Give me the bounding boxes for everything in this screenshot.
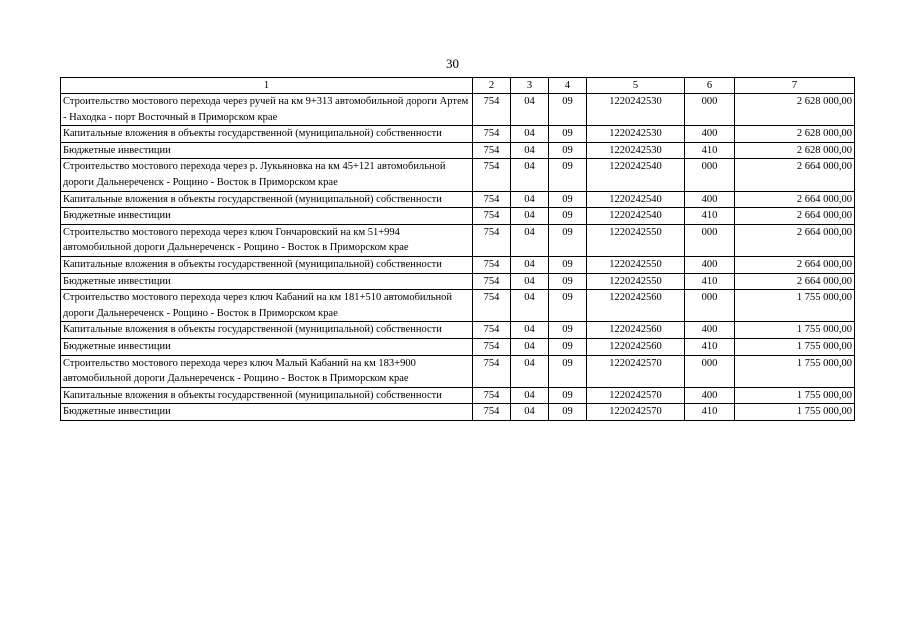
column-header: 4 (549, 78, 587, 94)
amount-cell: 2 664 000,00 (735, 256, 855, 273)
expense-type-cell: 410 (685, 142, 735, 159)
target-article-cell: 1220242530 (587, 94, 685, 126)
amount-cell: 1 755 000,00 (735, 355, 855, 387)
column-header: 3 (511, 78, 549, 94)
row-name-cell: Строительство мостового перехода через р. Лукьяновка на км 45+121 автомобильной дороги Дальнереченск - Рощино - Восток в Приморском крае (61, 159, 473, 191)
expense-type-cell: 410 (685, 404, 735, 421)
subsection-code-cell: 09 (549, 404, 587, 421)
subsection-code-cell: 09 (549, 322, 587, 339)
ministry-code-cell: 754 (473, 159, 511, 191)
subsection-code-cell: 09 (549, 126, 587, 143)
table-row (61, 208, 855, 225)
subsection-code-cell: 09 (549, 224, 587, 256)
expense-type-cell: 410 (685, 208, 735, 225)
row-name-cell: Капитальные вложения в объекты государственной (муниципальной) собственности (61, 256, 473, 273)
section-code-cell: 04 (511, 322, 549, 339)
table-row (61, 404, 855, 421)
table-row (61, 224, 855, 256)
section-code-cell: 04 (511, 191, 549, 208)
column-header: 7 (735, 78, 855, 94)
table-row (61, 387, 855, 404)
target-article-cell: 1220242560 (587, 322, 685, 339)
expense-type-cell: 000 (685, 224, 735, 256)
subsection-code-cell: 09 (549, 191, 587, 208)
target-article-cell: 1220242550 (587, 273, 685, 290)
table-row (61, 355, 855, 387)
amount-cell: 1 755 000,00 (735, 387, 855, 404)
amount-cell: 2 628 000,00 (735, 126, 855, 143)
amount-cell: 1 755 000,00 (735, 338, 855, 355)
target-article-cell: 1220242570 (587, 387, 685, 404)
subsection-code-cell: 09 (549, 159, 587, 191)
budget-table (60, 77, 855, 421)
row-name-cell: Бюджетные инвестиции (61, 404, 473, 421)
row-name-cell: Капитальные вложения в объекты государственной (муниципальной) собственности (61, 387, 473, 404)
expense-type-cell: 000 (685, 290, 735, 322)
expense-type-cell: 400 (685, 126, 735, 143)
ministry-code-cell: 754 (473, 290, 511, 322)
row-name-cell: Бюджетные инвестиции (61, 273, 473, 290)
table-row (61, 338, 855, 355)
page-number: 30 (446, 56, 459, 71)
row-name-cell: Бюджетные инвестиции (61, 208, 473, 225)
amount-cell: 2 664 000,00 (735, 159, 855, 191)
ministry-code-cell: 754 (473, 404, 511, 421)
target-article-cell: 1220242570 (587, 404, 685, 421)
amount-cell: 2 664 000,00 (735, 208, 855, 225)
table-row (61, 191, 855, 208)
amount-cell: 2 664 000,00 (735, 273, 855, 290)
section-code-cell: 04 (511, 355, 549, 387)
section-code-cell: 04 (511, 387, 549, 404)
table-row (61, 322, 855, 339)
ministry-code-cell: 754 (473, 142, 511, 159)
row-name-cell: Капитальные вложения в объекты государственной (муниципальной) собственности (61, 322, 473, 339)
table-row (61, 290, 855, 322)
row-name-cell: Бюджетные инвестиции (61, 142, 473, 159)
section-code-cell: 04 (511, 273, 549, 290)
ministry-code-cell: 754 (473, 338, 511, 355)
expense-type-cell: 400 (685, 322, 735, 339)
target-article-cell: 1220242540 (587, 208, 685, 225)
expense-type-cell: 000 (685, 159, 735, 191)
column-header: 2 (473, 78, 511, 94)
target-article-cell: 1220242550 (587, 224, 685, 256)
expense-type-cell: 410 (685, 338, 735, 355)
expense-type-cell: 400 (685, 387, 735, 404)
column-header: 1 (61, 78, 473, 94)
row-name-cell: Строительство мостового перехода через ручей на км 9+313 автомобильной дороги Артем - Находка - порт Восточный в Приморском крае (61, 94, 473, 126)
table-row (61, 273, 855, 290)
section-code-cell: 04 (511, 159, 549, 191)
row-name-cell: Строительство мостового перехода через ключ Кабаний на км 181+510 автомобильной дороги Дальнереченск - Рощино - Восток в Приморском крае (61, 290, 473, 322)
ministry-code-cell: 754 (473, 126, 511, 143)
column-header: 6 (685, 78, 735, 94)
expense-type-cell: 000 (685, 94, 735, 126)
expense-type-cell: 000 (685, 355, 735, 387)
table-row (61, 142, 855, 159)
target-article-cell: 1220242550 (587, 256, 685, 273)
amount-cell: 1 755 000,00 (735, 404, 855, 421)
subsection-code-cell: 09 (549, 208, 587, 225)
target-article-cell: 1220242530 (587, 142, 685, 159)
subsection-code-cell: 09 (549, 355, 587, 387)
section-code-cell: 04 (511, 224, 549, 256)
section-code-cell: 04 (511, 142, 549, 159)
expense-type-cell: 400 (685, 191, 735, 208)
amount-cell: 1 755 000,00 (735, 322, 855, 339)
amount-cell: 2 664 000,00 (735, 224, 855, 256)
column-header: 5 (587, 78, 685, 94)
expense-type-cell: 400 (685, 256, 735, 273)
section-code-cell: 04 (511, 256, 549, 273)
subsection-code-cell: 09 (549, 94, 587, 126)
target-article-cell: 1220242530 (587, 126, 685, 143)
ministry-code-cell: 754 (473, 387, 511, 404)
amount-cell: 2 628 000,00 (735, 94, 855, 126)
table-row (61, 126, 855, 143)
section-code-cell: 04 (511, 208, 549, 225)
section-code-cell: 04 (511, 94, 549, 126)
table-row (61, 159, 855, 191)
target-article-cell: 1220242560 (587, 338, 685, 355)
ministry-code-cell: 754 (473, 224, 511, 256)
ministry-code-cell: 754 (473, 355, 511, 387)
row-name-cell: Строительство мостового перехода через ключ Малый Кабаний на км 183+900 автомобильной дороги Дальнереченск - Рощино - Восток в Приморском крае (61, 355, 473, 387)
subsection-code-cell: 09 (549, 338, 587, 355)
row-name-cell: Капитальные вложения в объекты государственной (муниципальной) собственности (61, 191, 473, 208)
subsection-code-cell: 09 (549, 387, 587, 404)
ministry-code-cell: 754 (473, 94, 511, 126)
ministry-code-cell: 754 (473, 191, 511, 208)
target-article-cell: 1220242540 (587, 191, 685, 208)
ministry-code-cell: 754 (473, 208, 511, 225)
row-name-cell: Капитальные вложения в объекты государственной (муниципальной) собственности (61, 126, 473, 143)
target-article-cell: 1220242570 (587, 355, 685, 387)
row-name-cell: Строительство мостового перехода через ключ Гончаровский на км 51+994 автомобильной дороги Дальнереченск - Рощино - Восток в Приморском крае (61, 224, 473, 256)
header-row (61, 78, 855, 94)
amount-cell: 2 628 000,00 (735, 142, 855, 159)
subsection-code-cell: 09 (549, 273, 587, 290)
section-code-cell: 04 (511, 126, 549, 143)
section-code-cell: 04 (511, 338, 549, 355)
amount-cell: 2 664 000,00 (735, 191, 855, 208)
section-code-cell: 04 (511, 290, 549, 322)
target-article-cell: 1220242560 (587, 290, 685, 322)
subsection-code-cell: 09 (549, 256, 587, 273)
ministry-code-cell: 754 (473, 256, 511, 273)
subsection-code-cell: 09 (549, 142, 587, 159)
section-code-cell: 04 (511, 404, 549, 421)
ministry-code-cell: 754 (473, 322, 511, 339)
amount-cell: 1 755 000,00 (735, 290, 855, 322)
table-row (61, 256, 855, 273)
row-name-cell: Бюджетные инвестиции (61, 338, 473, 355)
ministry-code-cell: 754 (473, 273, 511, 290)
expense-type-cell: 410 (685, 273, 735, 290)
subsection-code-cell: 09 (549, 290, 587, 322)
table-row (61, 94, 855, 126)
target-article-cell: 1220242540 (587, 159, 685, 191)
